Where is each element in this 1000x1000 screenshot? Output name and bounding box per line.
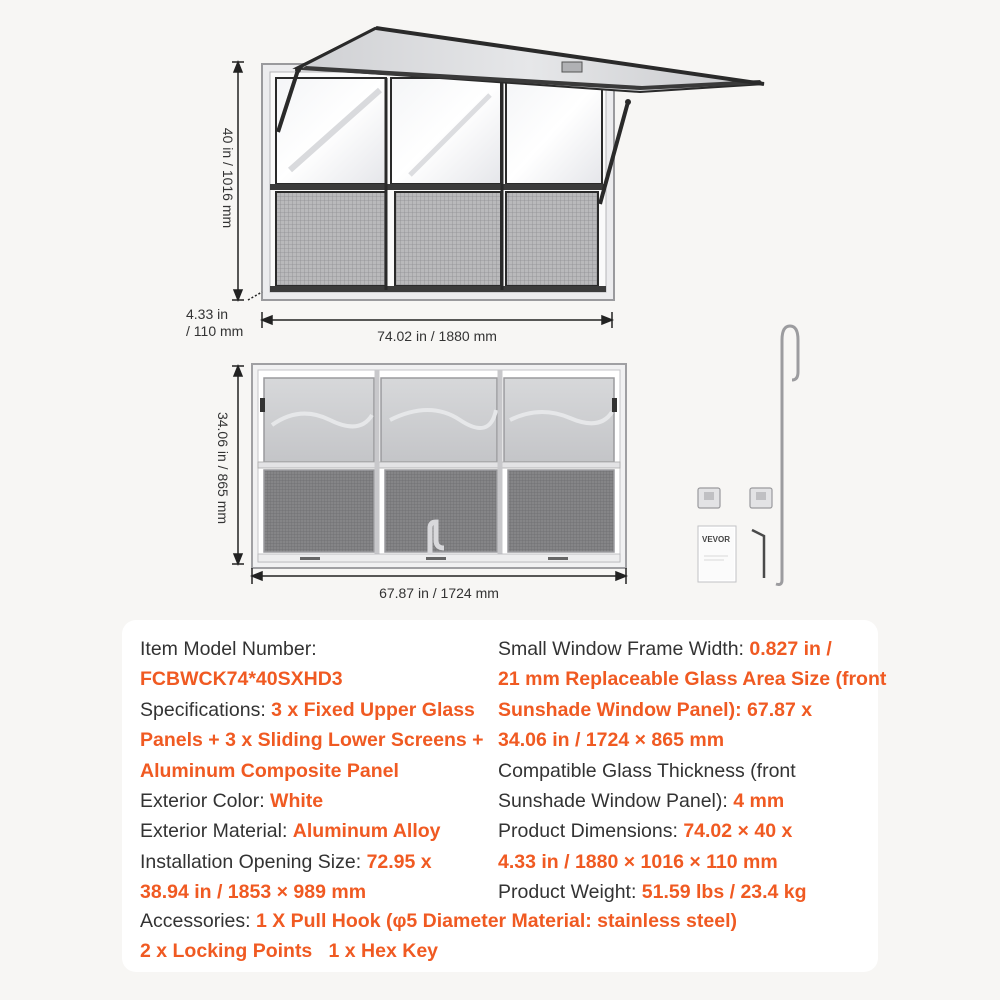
hex-key-icon [752, 530, 764, 578]
top-window-view [262, 28, 764, 300]
model-label: Item Model Number: [140, 638, 317, 660]
accessories-illustration [698, 326, 798, 585]
color-label: Exterior Color: [140, 790, 271, 813]
acc-label: Accessories: [140, 910, 256, 932]
bottom-window-view [252, 364, 626, 568]
material-value: Aluminum Alloy [292, 820, 441, 843]
spec-value: Panels + 3 x Sliding Lower Screens + [140, 729, 484, 752]
acc-value: 2 x Locking Points 1 x Hex Key [140, 940, 439, 963]
frame-value: 34.06 in / 1724 × 865 mm [498, 729, 725, 752]
frame-value: 0.827 in / [749, 638, 832, 660]
opening-value: 38.94 in / 1853 × 989 mm [140, 881, 367, 904]
material-label: Exterior Material: [140, 820, 293, 843]
opening-label: Installation Opening Size: [140, 850, 367, 873]
spec-right-column [498, 634, 886, 908]
dims-label: Product Dimensions: [498, 820, 684, 843]
manual-brand-label: VEVOR [702, 535, 731, 544]
thickness-label: Compatible Glass Thickness (front [498, 759, 796, 782]
bottom-width-label: 67.87 in / 1724 mm [379, 585, 499, 601]
spec-value: Aluminum Composite Panel [140, 759, 399, 782]
dims-value: 74.02 × 40 x [683, 820, 793, 843]
top-width-label: 74.02 in / 1880 mm [377, 328, 497, 344]
bottom-height-label: 34.06 in / 865 mm [215, 411, 231, 525]
dims-value: 4.33 in / 1880 × 1016 × 110 mm [498, 850, 778, 873]
model-value: FCBWCK74*40SXHD3 [140, 668, 343, 691]
accessories-text [140, 906, 737, 967]
weight-label: Product Weight: [498, 881, 642, 904]
pull-hook-icon [782, 326, 798, 580]
weight-value: 51.59 lbs / 23.4 kg [641, 881, 807, 904]
opening-value: 72.95 x [366, 850, 432, 873]
thickness-label: Sunshade Window Panel): [498, 790, 734, 813]
frame-value: 21 mm Replaceable Glass Area Size (front [498, 668, 887, 691]
top-depth-label-1: 4.33 in [186, 306, 229, 322]
locking-point-icon [698, 488, 720, 508]
top-depth-label-2: / 110 mm [186, 323, 244, 339]
acc-value: 1 X Pull Hook (φ5 Diameter Material: stainless steel) [255, 910, 737, 932]
locking-point-icon [750, 488, 772, 508]
top-height-label: 40 in / 1016 mm [220, 127, 236, 229]
frame-value: Sunshade Window Panel): 67.87 x [498, 698, 813, 721]
thickness-value: 4 mm [733, 790, 785, 813]
spec-value: 3 x Fixed Upper Glass [271, 698, 475, 721]
color-value: White [270, 790, 324, 813]
spec-label: Specifications: [140, 698, 272, 721]
spec-left-column [140, 634, 484, 908]
frame-label: Small Window Frame Width: [498, 638, 750, 660]
